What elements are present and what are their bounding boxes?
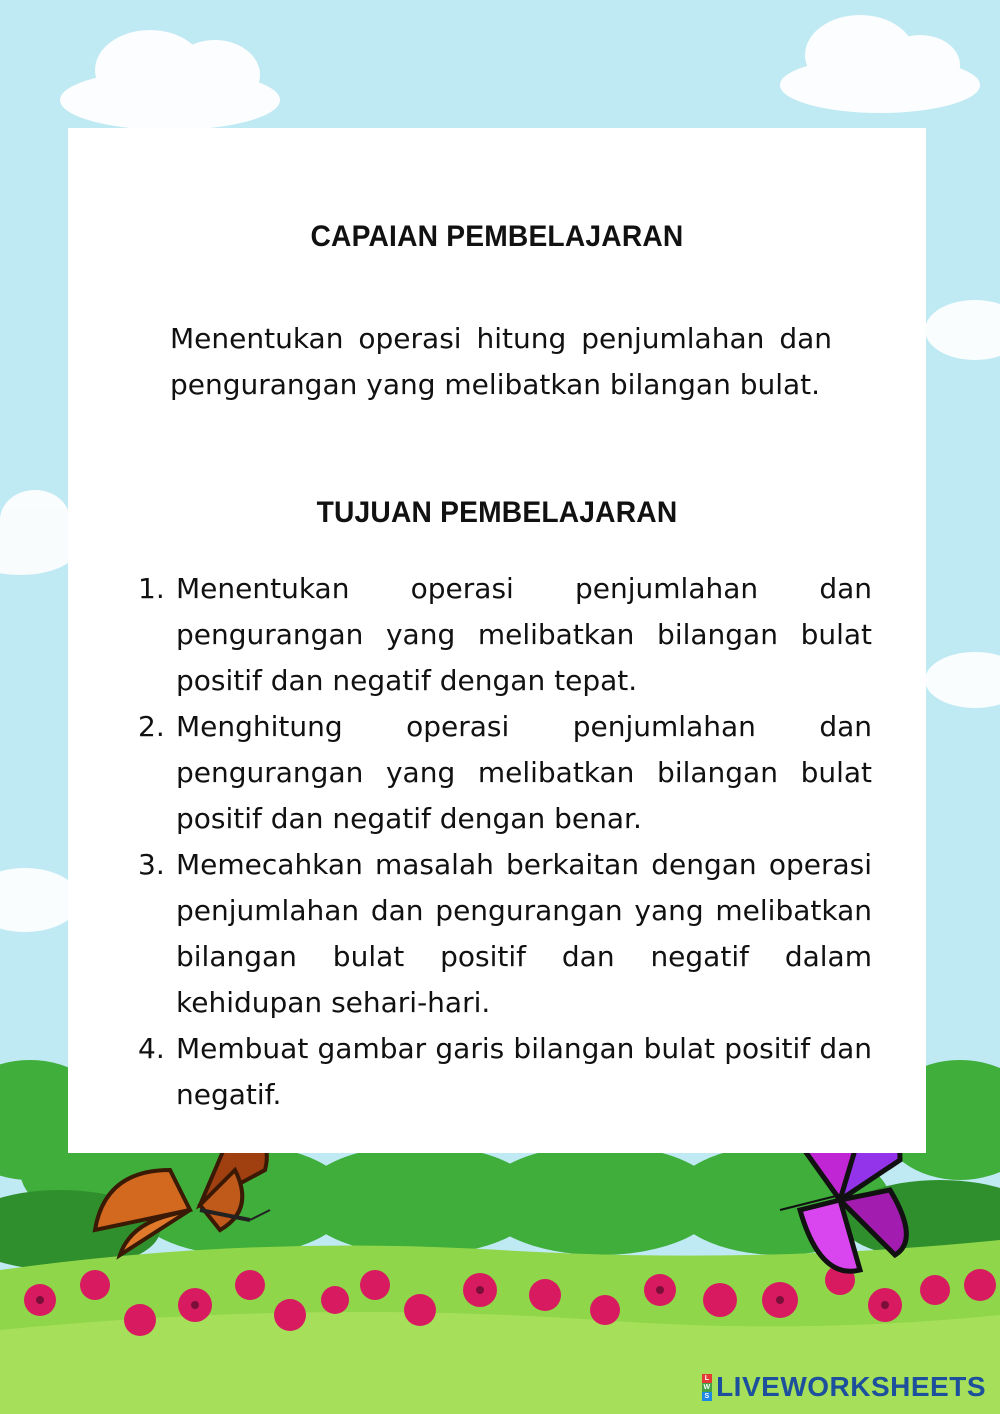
- list-item-text: Menghitung operasi penjumlahan dan pengurangan yang melibatkan bilangan bulat positif dan negatif dengan benar.: [176, 710, 872, 835]
- capaian-paragraph: Menentukan operasi hitung penjumlahan dan pengurangan yang melibatkan bilangan bulat.: [170, 322, 832, 401]
- list-item-number: 4.: [138, 1032, 165, 1065]
- goals-list: [138, 566, 872, 1118]
- list-item-text: Membuat gambar garis bilangan bulat positif dan negatif.: [176, 1032, 872, 1111]
- list-item: [138, 704, 872, 842]
- liveworksheets-logo[interactable]: [702, 1370, 986, 1404]
- list-item-text: Memecahkan masalah berkaitan dengan operasi penjumlahan dan pengurangan yang melibatkan bilangan bulat positif dan negatif dalam kehidupan sehari-hari.: [176, 848, 872, 1019]
- list-item-number: 3.: [138, 848, 165, 881]
- list-item: [138, 1026, 872, 1118]
- section-title-tujuan: TUJUAN PEMBELAJARAN: [316, 496, 678, 529]
- list-item-text: Menentukan operasi penjumlahan dan pengurangan yang melibatkan bilangan bulat positif dan negatif dengan tepat.: [176, 572, 872, 697]
- liveworksheets-logo-icon: L W S: [703, 1374, 711, 1400]
- list-item-number: 1.: [138, 572, 165, 605]
- list-item: [138, 842, 872, 1026]
- list-item-number: 2.: [138, 710, 165, 743]
- content-card: [68, 128, 926, 1153]
- section-title-capaian: CAPAIAN PEMBELAJARAN: [310, 220, 684, 253]
- liveworksheets-logo-text: LIVEWORKSHEETS: [716, 1371, 986, 1402]
- list-item: [138, 566, 872, 704]
